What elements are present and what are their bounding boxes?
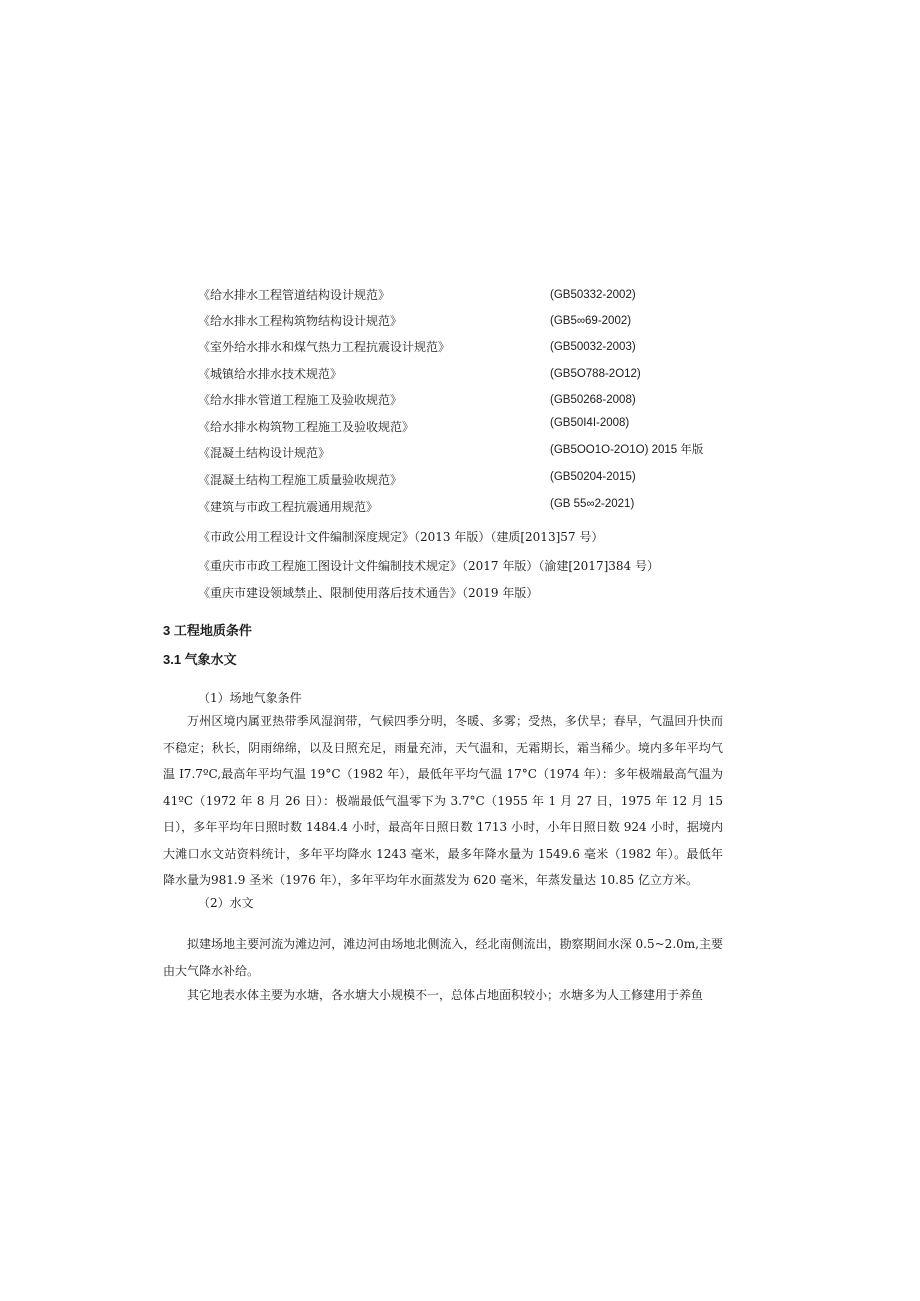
standard-row xyxy=(198,390,738,410)
other-water-paragraph: 其它地表水体主要为水塘，各水塘大小规模不一，总体占地面积较小；水塘多为人工修建用于养鱼 xyxy=(187,988,704,1002)
standard-name: 《给水排水构筑物工程施工及验收规范》 xyxy=(198,420,415,434)
standard-code: (GB50268-2008) xyxy=(550,394,636,406)
hydro-paragraph: 拟建场地主要河流为滩边河，滩边河由场地北侧流入，经北南侧流出，勘察期间水深 0.5~2.0m,主要由大气降水补给。 xyxy=(163,937,723,978)
standard-row xyxy=(198,337,738,357)
standard-row xyxy=(198,364,738,384)
standard-row xyxy=(198,443,738,463)
standard-code: (GB5O788-2O12) xyxy=(550,368,641,380)
standard-row xyxy=(198,497,738,517)
standard-code: (GB50032-2003) xyxy=(550,341,636,353)
section-heading: 3 工程地质条件 xyxy=(163,623,252,638)
standard-code: (GB50332-2002) xyxy=(550,289,636,301)
weather-paragraph: 万州区境内属亚热带季风湿润带，气候四季分明，冬暖、多雾；受热，多伏旱；春早，气温回升快而不稳定；秋长，阴雨绵绵，以及日照充足，雨量充沛，天气温和，无霜期长，霜当稀少。境内多年平均气温 I7.7ºC,最高年平均气温 19°C（1982 年），最低年平均气温 17°C（1974 年）：多年极端最高气温为 41ºC（1972 年 8 月 26 日）：极端最低气温零下为 3.7°C（1955 年 1 月 27 日，1975 年 12 月 15 日），多年平均年日照时数 1484.4 小时，最高年日照日数 1713 小时，小年日照日数 924 小时，据境内大滩口水文站资料统计，多年平均降水 1243 毫米，最多年降水量为 1549.6 毫米（1982 年）。最低年降水量为981.9 圣米（1976 年），多年平均年水面蒸发为 620 毫米，年蒸发量达 10.85 亿立方米。 xyxy=(163,714,723,887)
weather-title: （1）场地气象条件 xyxy=(198,691,302,705)
standard-name: 《混凝土结构工程施工质量验收规范》 xyxy=(198,473,403,487)
standard-code: (GB5OO1O-2O1O) 2015 年版 xyxy=(550,444,704,456)
reference-row: 《重庆市建设领域禁止、限制使用落后技术通告》（2019 年版） xyxy=(198,586,539,600)
standard-row xyxy=(198,417,738,437)
standard-name: 《混凝土结构设计规范》 xyxy=(198,446,331,460)
standard-code: (GB50204-2015) xyxy=(550,471,636,483)
reference-row: 《重庆市市政工程施工图设计文件编制技术规定》（2017 年版）（渝建[2017]384 号） xyxy=(198,559,659,573)
standard-name: 《给水排水工程管道结构设计规范》 xyxy=(198,288,391,302)
subsection-heading: 3.1 气象水文 xyxy=(163,652,237,667)
standard-name: 《城镇给水排水技术规范》 xyxy=(198,367,343,381)
standard-row xyxy=(198,285,738,305)
standard-name: 《室外给水排水和煤气热力工程抗震设计规范》 xyxy=(198,340,451,354)
standard-row xyxy=(198,311,738,331)
standard-name: 《建筑与市政工程抗震通用规范》 xyxy=(198,500,379,514)
standard-row xyxy=(198,470,738,490)
reference-row: 《市政公用工程设计文件编制深度规定》（2013 年版）（建质[2013]57 号） xyxy=(198,530,604,544)
standard-code: (GB50I4I-2008) xyxy=(550,417,630,429)
standard-code: (GB 55∞2-2021) xyxy=(550,498,635,510)
standard-code: (GB5∞69-2002) xyxy=(550,315,632,327)
hydro-title: （2）水文 xyxy=(198,896,254,910)
standard-name: 《给水排水管道工程施工及验收规范》 xyxy=(198,393,403,407)
standard-name: 《给水排水工程构筑物结构设计规范》 xyxy=(198,314,403,328)
